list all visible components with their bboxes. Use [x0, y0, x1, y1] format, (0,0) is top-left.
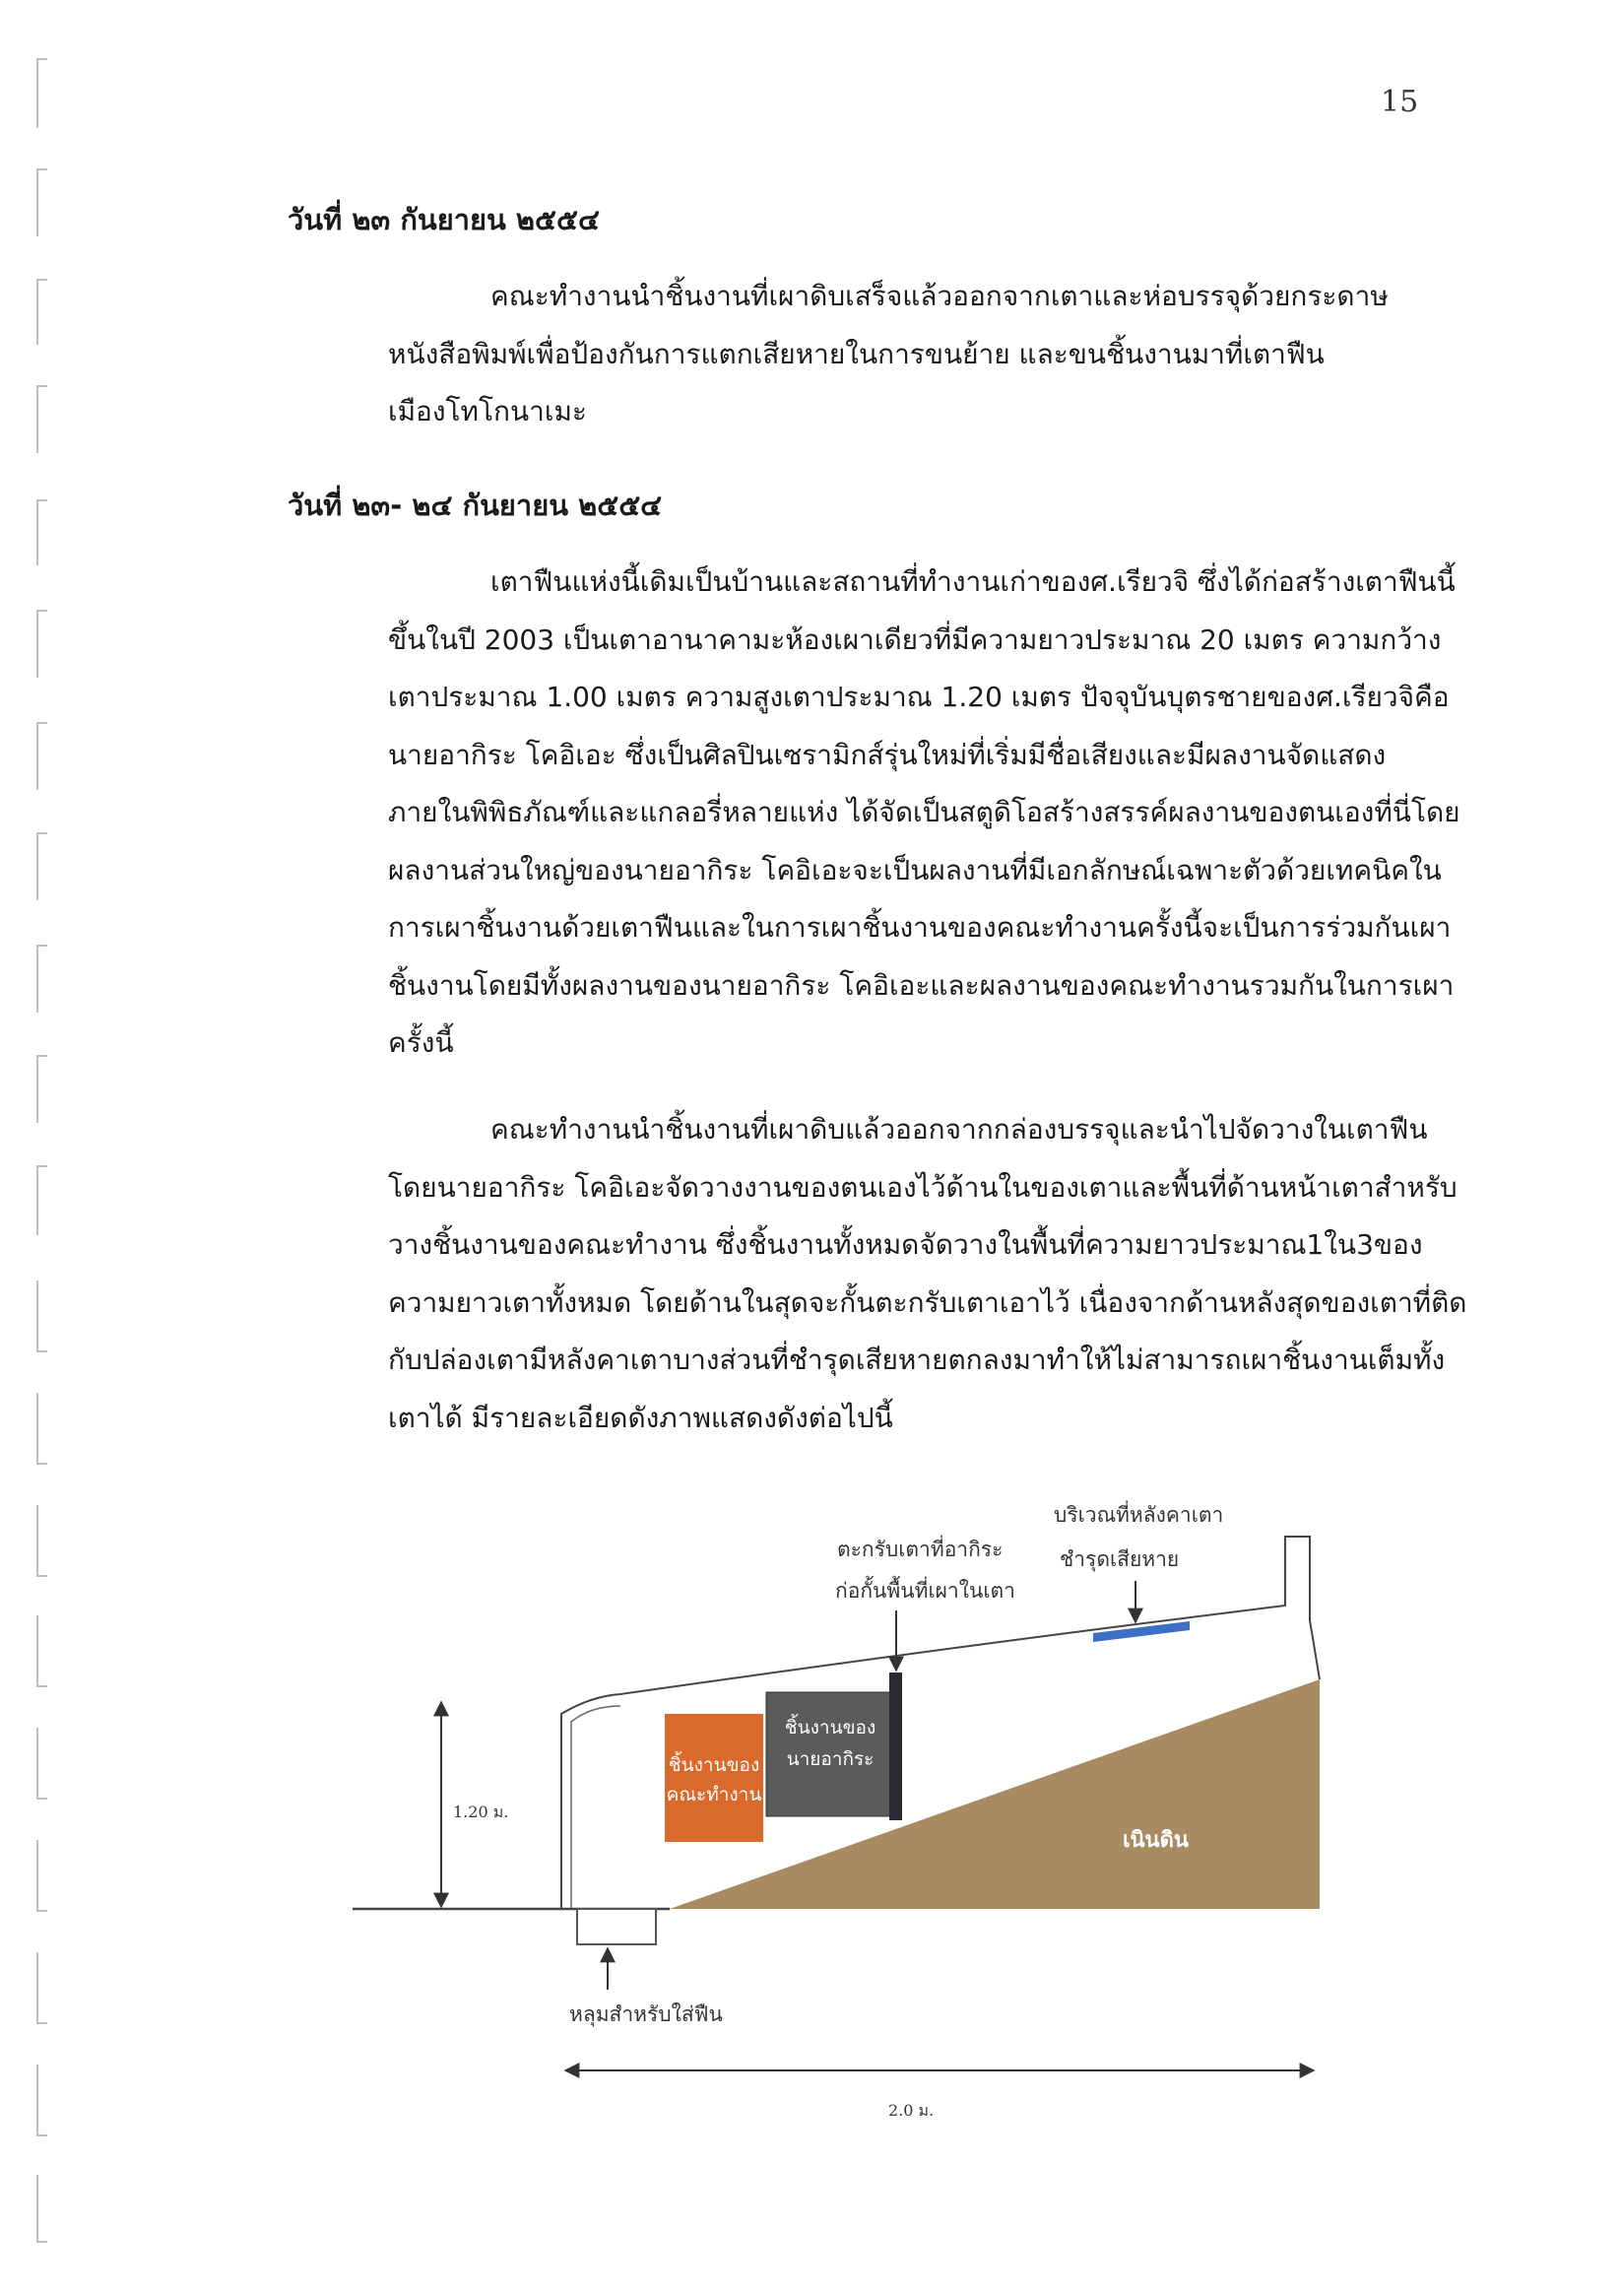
- page-number: 15: [1381, 85, 1419, 119]
- paragraph-line: เมืองโทโกนาเมะ: [388, 395, 587, 427]
- akira-work-label-1: ชิ้นงานของ: [784, 1717, 876, 1738]
- kiln-grate: [889, 1673, 902, 1820]
- team-work-label-2: คณะทำงาน: [666, 1784, 762, 1805]
- paragraph-line: หนังสือพิมพ์เพื่อป้องกันการแตกเสียหายในการขนย้าย และขนชิ้นงานมาที่เตาฟืน: [388, 337, 1325, 370]
- paragraph-line: เตาได้ มีรายละเอียดดังภาพแสดงดังต่อไปนี้: [388, 1401, 893, 1434]
- roof-damage-label-2: ชำรุดเสียหาย: [1060, 1547, 1180, 1571]
- section-heading-2: วันที่ ๒๓- ๒๔ กันยายน ๒๕๕๔: [288, 489, 663, 522]
- length-label: 2.0 ม.: [888, 2101, 935, 2120]
- paragraph-3: [388, 1101, 1467, 1447]
- kiln-floor-inner: [571, 1706, 620, 1909]
- grate-label-2: ก่อกั้นพื้นที่เผาในเตา: [835, 1579, 1015, 1603]
- kiln-diagram: [325, 1477, 1359, 2147]
- paragraph-line: ชิ้นงานโดยมีทั้งผลงานของนายอากิระ โคอิเอะและผลงานของคณะทำงานรวมกันในการเผา: [388, 968, 1455, 1002]
- paragraph-line: กับปล่องเตามีหลังคาเตาบางส่วนที่ชำรุดเสียหายตกลงมาทำให้ไม่สามารถเผาชิ้นงานเต็มทั้ง: [388, 1344, 1446, 1376]
- paragraph-line: วางชิ้นงานของคณะทำงาน ซึ่งชิ้นงานทั้งหมดจัดวางในพื้นที่ความยาวประมาณ1ใน3ของ: [388, 1228, 1423, 1261]
- paragraph-line: การเผาชิ้นงานด้วยเตาฟืนและในการเผาชิ้นงานของคณะทำงานครั้งนี้จะเป็นการร่วมกันเผา: [388, 911, 1452, 944]
- section-heading-1: วันที่ ๒๓ กันยายน ๒๕๕๔: [288, 203, 600, 236]
- paragraph-line: ขึ้นในปี 2003 เป็นเตาอานาคามะห้องเผาเดียวที่มีความยาวประมาณ 20 เมตร ความกว้าง: [388, 623, 1442, 656]
- akira-work-label-2: นายอากิระ: [786, 1748, 875, 1770]
- paragraph-line: นายอากิระ โคอิเอะ ซึ่งเป็นศิลปินเซรามิกส์รุ่นใหม่ที่เริ่มมีชื่อเสียงและมีผลงานจัดแสดง: [388, 738, 1387, 771]
- paragraph-line: ความยาวเตาทั้งหมด โดยด้านในสุดจะกั้นตะกรับเตาเอาไว้ เนื่องจากด้านหลังสุดของเตาที่ติด: [388, 1285, 1467, 1319]
- paragraph-2: [388, 554, 1460, 1073]
- paragraph-line: คณะทำงานนำชิ้นงานที่เผาดิบเสร็จแล้วออกจากเตาและห่อบรรจุด้วยกระดาษ: [490, 280, 1389, 312]
- paragraph-line: โดยนายอากิระ โคอิเอะจัดวางงานของตนเองไว้ด้านในของเตาและพื้นที่ด้านหน้าเตาสำหรับ: [388, 1170, 1458, 1204]
- pit-label: หลุมสำหรับใส่ฟืน: [569, 2002, 723, 2026]
- paragraph-line: ผลงานส่วนใหญ่ของนายอากิระ โคอิเอะจะเป็นผลงานที่มีเอกลักษณ์เฉพาะตัวด้วยเทคนิคใน: [388, 853, 1442, 886]
- height-label: 1.20 ม.: [453, 1803, 509, 1821]
- slope-label: เนินดิน: [1123, 1827, 1189, 1853]
- roof-damage-label-1: บริเวณที่หลังคาเตา: [1054, 1503, 1224, 1527]
- paragraph-line: เตาฟืนแห่งนี้เดิมเป็นบ้านและสถานที่ทำงานเก่าของศ.เรียวจิ ซึ่งได้ก่อสร้างเตาฟืนนี้: [490, 565, 1456, 598]
- grate-label-1: ตะกรับเตาที่อากิระ: [837, 1538, 1004, 1561]
- fuel-pit: [577, 1909, 656, 1944]
- team-work-box: [665, 1714, 763, 1842]
- paragraph-line: คณะทำงานนำชิ้นงานที่เผาดิบแล้วออกจากกล่องบรรจุและนำไปจัดวางในเตาฟืน: [490, 1113, 1428, 1146]
- paragraph-1: [388, 268, 1432, 441]
- paragraph-line: ครั้งนี้: [388, 1026, 454, 1059]
- team-work-label-1: ชิ้นงานของ: [668, 1754, 760, 1776]
- paragraph-line: เตาประมาณ 1.00 เมตร ความสูงเตาประมาณ 1.20 เมตร ปัจจุบันบุตรชายของศ.เรียวจิคือ: [388, 681, 1450, 713]
- paragraph-line: ภายในพิพิธภัณฑ์และแกลอรี่หลายแห่ง ได้จัดเป็นสตูดิโอสร้างสรรค์ผลงานของตนเองที่นี่โดย: [388, 796, 1460, 828]
- binding-marks: [0, 0, 79, 2296]
